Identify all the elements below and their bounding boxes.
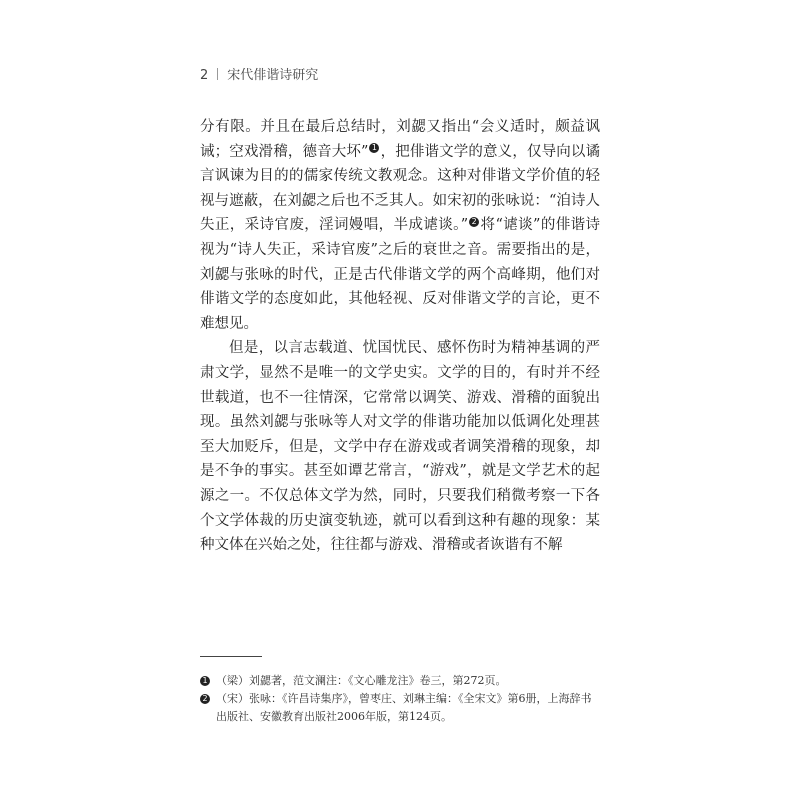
book-title: 宋代俳谐诗研究	[227, 68, 319, 83]
header-divider	[217, 68, 218, 80]
footnote-marker: 2	[469, 217, 479, 227]
footnote	[200, 672, 600, 690]
paragraph-text: 将“谑谈”的俳谐诗视为“诗人失正，采诗官废”之后的衰世之音。需要指出的是，刘勰与张咏的时代，正是古代俳谐文学的两个高峰期，他们对俳谐文学的态度如此，其他轻视、反对俳谐文学的言论，更不难想见。	[200, 217, 600, 332]
footnote-marker: 2	[200, 694, 210, 704]
footnote-marker: 1	[200, 676, 210, 686]
paragraph-text: 但是，以言志载道、忧国忧民、感怀伤时为精神基调的严肃文学，显然不是唯一的文学史实。文学的目的，有时并不经世载道，也不一往情深，它常常以调笑、游戏、滑稽的面貌出现。虽然刘勰与张咏等人对文学的俳谐功能加以低调化处理甚至大加贬斥，但是，文学中存在游戏或者调笑滑稽的现象，却是不争的事实。甚至如谭艺常言，“游戏”，就是文学艺术的起源之一。不仅总体文学为然，同时，只要我们稍微考察一下各个文学体裁的历史演变轨迹，就可以看到这种有趣的现象：某种文体在兴始之处，往往都与游戏、滑稽或者诙谐有不解	[200, 340, 600, 554]
footnote	[200, 690, 600, 726]
running-header	[200, 64, 318, 83]
footnotes	[200, 672, 600, 726]
page-number: 2	[200, 68, 209, 83]
paragraph-text: ，把俳谐文学的意义，仅导向以谲言讽谏为目的的儒家传统文教观念。这种对俳谐文学价值的轻视与遮蔽，在刘勰之后也不乏其人。如宋初的张咏说：“洎诗人失正，采诗官废，淫词嫚唱，半成谑谈。”	[200, 143, 601, 234]
footnote-text: （宋）张咏：《许昌诗集序》，曾枣庄、刘琳主编：《全宋文》第6册，上海辞书出版社、安徽教育出版社2006年版，第124页。	[216, 692, 592, 723]
footnote-marker: 1	[369, 143, 379, 153]
paragraph-text: 分有限。并且在最后总结时，刘勰又指出“会义适时，颇益讽诫；空戏滑稽，德音大坏”	[200, 119, 600, 160]
footnote-text: （梁）刘勰著，范文澜注：《文心雕龙注》卷三，第272页。	[216, 674, 507, 687]
main-text	[200, 115, 600, 558]
footnote-rule	[200, 656, 262, 657]
paragraph	[200, 115, 600, 336]
paragraph	[200, 336, 600, 557]
